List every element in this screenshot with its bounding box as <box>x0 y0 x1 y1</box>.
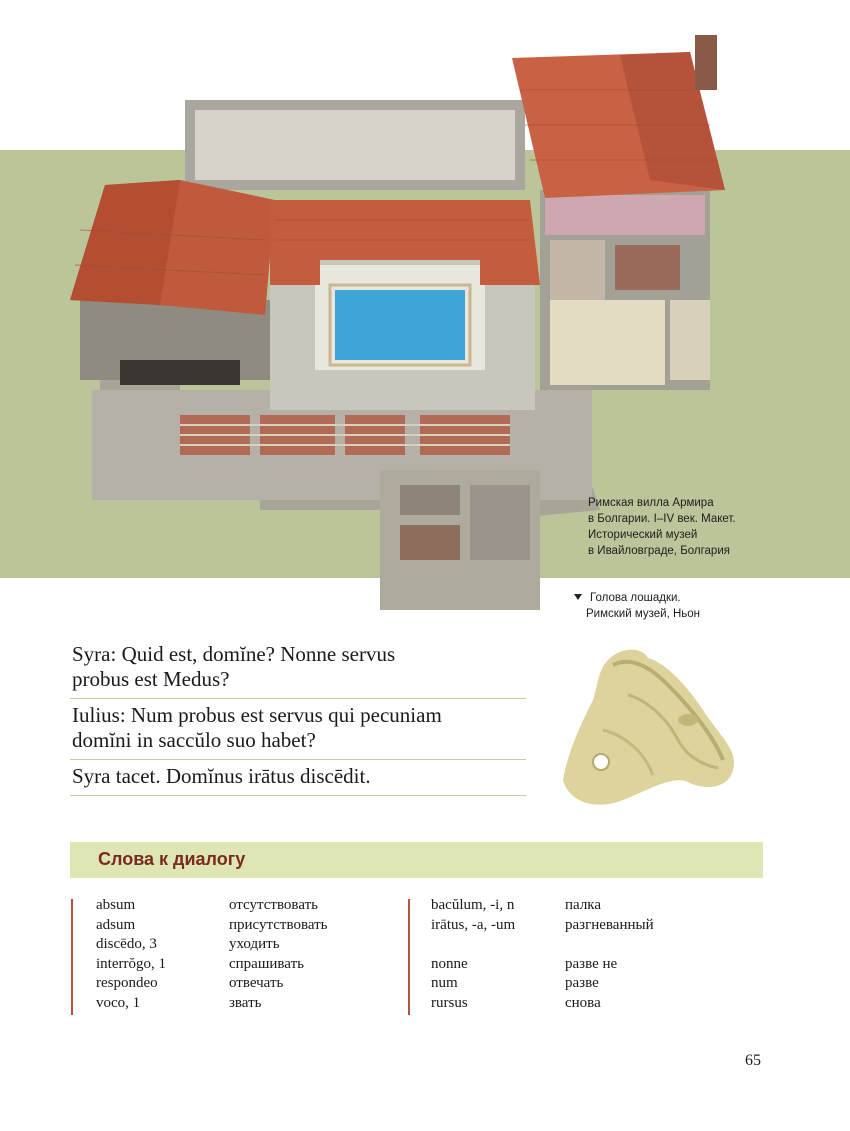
vocab-term: absum <box>96 897 136 913</box>
page-number: 65 <box>745 1052 761 1069</box>
vocab-term: nonne <box>431 955 468 972</box>
vocab-left-latin <box>96 896 166 1013</box>
horse-head-image <box>553 640 743 810</box>
vocab-term: interrŏgo, 1 <box>96 955 166 972</box>
vocab-translation: разгневанный <box>565 916 654 933</box>
vocab-term <box>431 935 515 955</box>
horse-caption-line: Римский музей, Ньон <box>586 608 701 620</box>
villa-caption-line: в Болгарии. I–IV век. Макет. <box>588 513 736 525</box>
vocab-translation: палка <box>565 897 602 913</box>
villa-caption-line: в Ивайловграде, Болгария <box>588 545 730 557</box>
vocab-right-latin <box>431 896 515 1013</box>
vocab-term: discēdo, 3 <box>96 936 157 952</box>
horse-caption <box>574 590 834 622</box>
vocab-translation: разве не <box>565 955 618 972</box>
dialog-block <box>70 638 526 796</box>
vocab-translation: снова <box>565 994 601 1011</box>
vocab-term: voco, 1 <box>96 994 141 1011</box>
vocabulary-title: Слова к диалогу <box>98 849 246 869</box>
triangle-down-icon <box>574 594 582 600</box>
vocab-term: rursus <box>431 994 468 1011</box>
villa-caption-line: Римская вилла Армира <box>588 497 714 509</box>
dialog-text: probus est Medus? <box>72 667 230 691</box>
dialog-text: Syra: Quid est, domĭne? Nonne servus <box>72 642 396 666</box>
vocab-term: respondeo <box>96 975 158 991</box>
vocab-translation: отсутствовать <box>229 897 318 913</box>
vocab-term: irātus, -a, -um <box>431 916 516 933</box>
vocab-translation: присутствовать <box>229 916 328 933</box>
vocab-translation: спрашивать <box>229 955 304 972</box>
dialog-text: Syra tacet. Domĭnus irātus discēdit. <box>72 764 371 788</box>
vocab-term: bacŭlum, -i, n <box>431 897 515 913</box>
dialog-line <box>70 638 526 699</box>
vocab-translation: отвечать <box>229 975 284 991</box>
villa-caption <box>588 495 828 559</box>
vocab-term: num <box>431 975 458 991</box>
vocab-translation: звать <box>229 994 262 1011</box>
villa-caption-line: Исторический музей <box>588 529 698 541</box>
vocab-translation <box>565 935 654 955</box>
dialog-text: domĭni in saccŭlo suo habet? <box>72 728 316 752</box>
vocabulary-divider <box>408 899 410 1015</box>
vocab-term: adsum <box>96 916 136 933</box>
dialog-text: Iulius: Num probus est servus qui pecuniam <box>72 703 442 727</box>
horse-caption-line: Голова лошадки. <box>590 592 681 604</box>
vocab-translation: уходить <box>229 936 280 952</box>
dialog-line <box>70 760 526 796</box>
vocab-right-russian <box>565 896 654 1013</box>
vocabulary-divider <box>71 899 73 1015</box>
vocabulary-header <box>70 842 763 878</box>
vocab-translation: разве <box>565 975 599 991</box>
dialog-line <box>70 699 526 760</box>
vocab-left-russian <box>229 896 328 1013</box>
